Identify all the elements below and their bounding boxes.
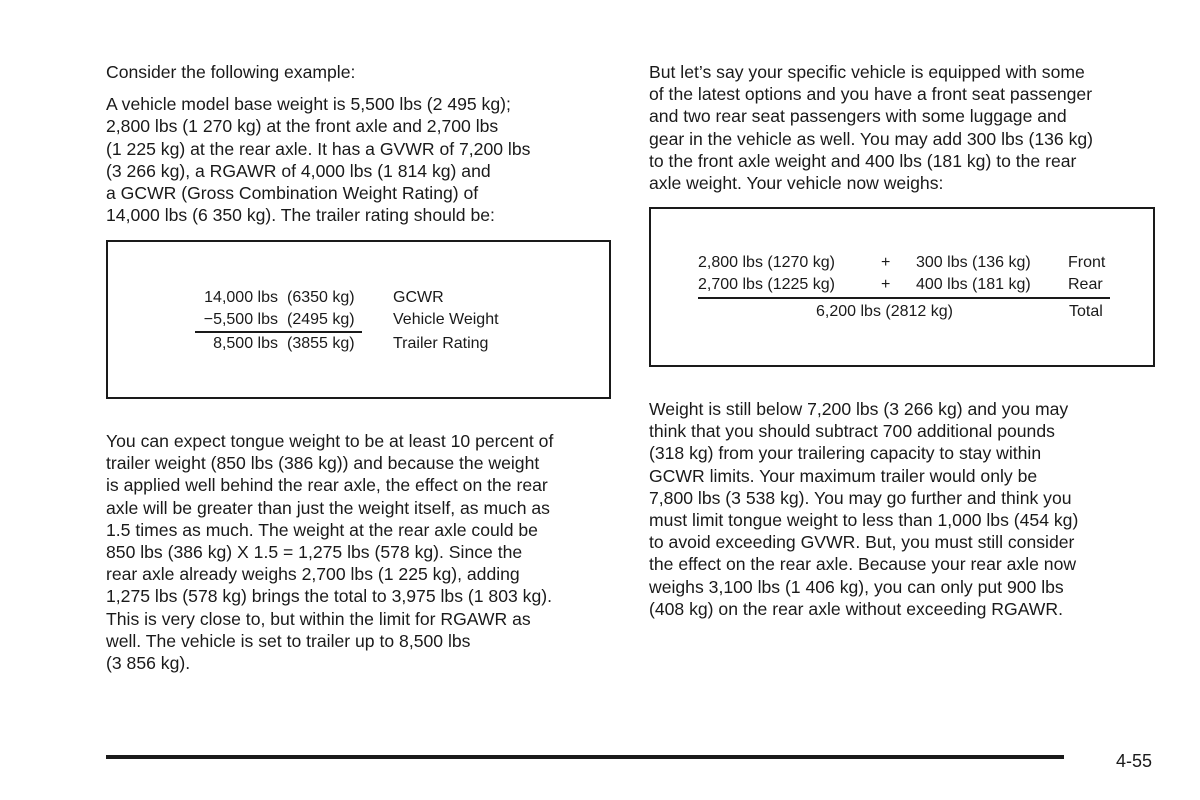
vehicle-weight-box: [649, 207, 1155, 367]
gcwr-lbs: 14,000 lbs: [204, 289, 278, 306]
rear-added-weight: 400 lbs (181 kg): [916, 276, 1031, 293]
options-paragraph: But let’s say your specific vehicle is equipped with some of the latest options and you have a front seat passenger and two rear seat passengers with some luggage and gear in the vehicle as well. You may add 300 lbs (136 kg) to the front axle weight and 400 lbs (181 kg) to the rear axle weight. Your vehicle now weighs:: [649, 62, 1094, 194]
trailer-rating-label: Trailer Rating: [393, 335, 489, 352]
rear-plus-sign: +: [881, 276, 891, 293]
trailer-rating-kg: (3855 kg): [287, 335, 355, 352]
footer-rule: [106, 755, 1064, 759]
rear-label: Rear: [1068, 276, 1103, 293]
total-label: Total: [1069, 303, 1103, 320]
tongue-weight-paragraph: You can expect tongue weight to be at least 10 percent of trailer weight (850 lbs (386 kg)) and because the weight is applied well behind the rear axle, the effect on the rear axle will be greater than just the weight itself, as much as 1.5 times as much. The weight at the rear axle could be 850 lbs (386 kg) X 1.5 = 1,275 lbs (578 kg). Since the rear axle already weighs 2,700 lbs (1 225 kg), adding 1,275 lbs (578 kg) brings the total to 3,975 lbs (1 803 kg). This is very close to, but within the limit for RGAWR as well. The vehicle is set to trailer up to 8,500 lbs (3 856 kg).: [106, 431, 554, 674]
intro-paragraph: Consider the following example:: [106, 62, 356, 82]
trailer-rating-box: [106, 240, 611, 399]
vehicle-weight-kg: (2495 kg): [287, 311, 355, 328]
gcwr-kg: (6350 kg): [287, 289, 355, 306]
left-column: [106, 61, 616, 226]
vehicle-weight-label: Vehicle Weight: [393, 311, 499, 328]
subtraction-rule: [195, 331, 362, 333]
example-paragraph: A vehicle model base weight is 5,500 lbs (2 495 kg); 2,800 lbs (1 270 kg) at the front axle and 2,700 lbs (1 225 kg) at the rear axle. It has a GVWR of 7,200 lbs (3 266 kg), a RGAWR of 4,000 lbs (1 814 kg) and a GCWR (Gross Combination Weight Rating) of 14,000 lbs (6 350 kg). The trailer rating should be:: [106, 94, 531, 226]
sum-rule: [698, 297, 1110, 299]
trailer-rating-lbs: 8,500 lbs: [213, 335, 278, 352]
gcwr-limits-paragraph: Weight is still below 7,200 lbs (3 266 kg) and you may think that you should subtract 700 additional pounds (318 kg) from your trailering capacity to stay within GCWR limits. Your maximum trailer would only be 7,800 lbs (3 538 kg). You may go further and think you must limit tongue weight to less than 1,000 lbs (454 kg) to avoid exceeding GVWR. But, you must still consider the effect on the rear axle. Because your rear axle now weighs 3,100 lbs (1 406 kg), you can only put 900 lbs (408 kg) on the rear axle without exceeding RGAWR.: [649, 399, 1079, 619]
right-column: [649, 61, 1159, 194]
front-base-weight: 2,800 lbs (1270 kg): [698, 254, 835, 271]
front-added-weight: 300 lbs (136 kg): [916, 254, 1031, 271]
front-plus-sign: +: [881, 254, 891, 271]
total-weight: 6,200 lbs (2812 kg): [816, 303, 953, 320]
rear-base-weight: 2,700 lbs (1225 kg): [698, 276, 835, 293]
gcwr-label: GCWR: [393, 289, 444, 306]
vehicle-weight-lbs: −5,500 lbs: [203, 311, 278, 328]
front-label: Front: [1068, 254, 1106, 271]
page-number: 4-55: [1116, 751, 1153, 771]
